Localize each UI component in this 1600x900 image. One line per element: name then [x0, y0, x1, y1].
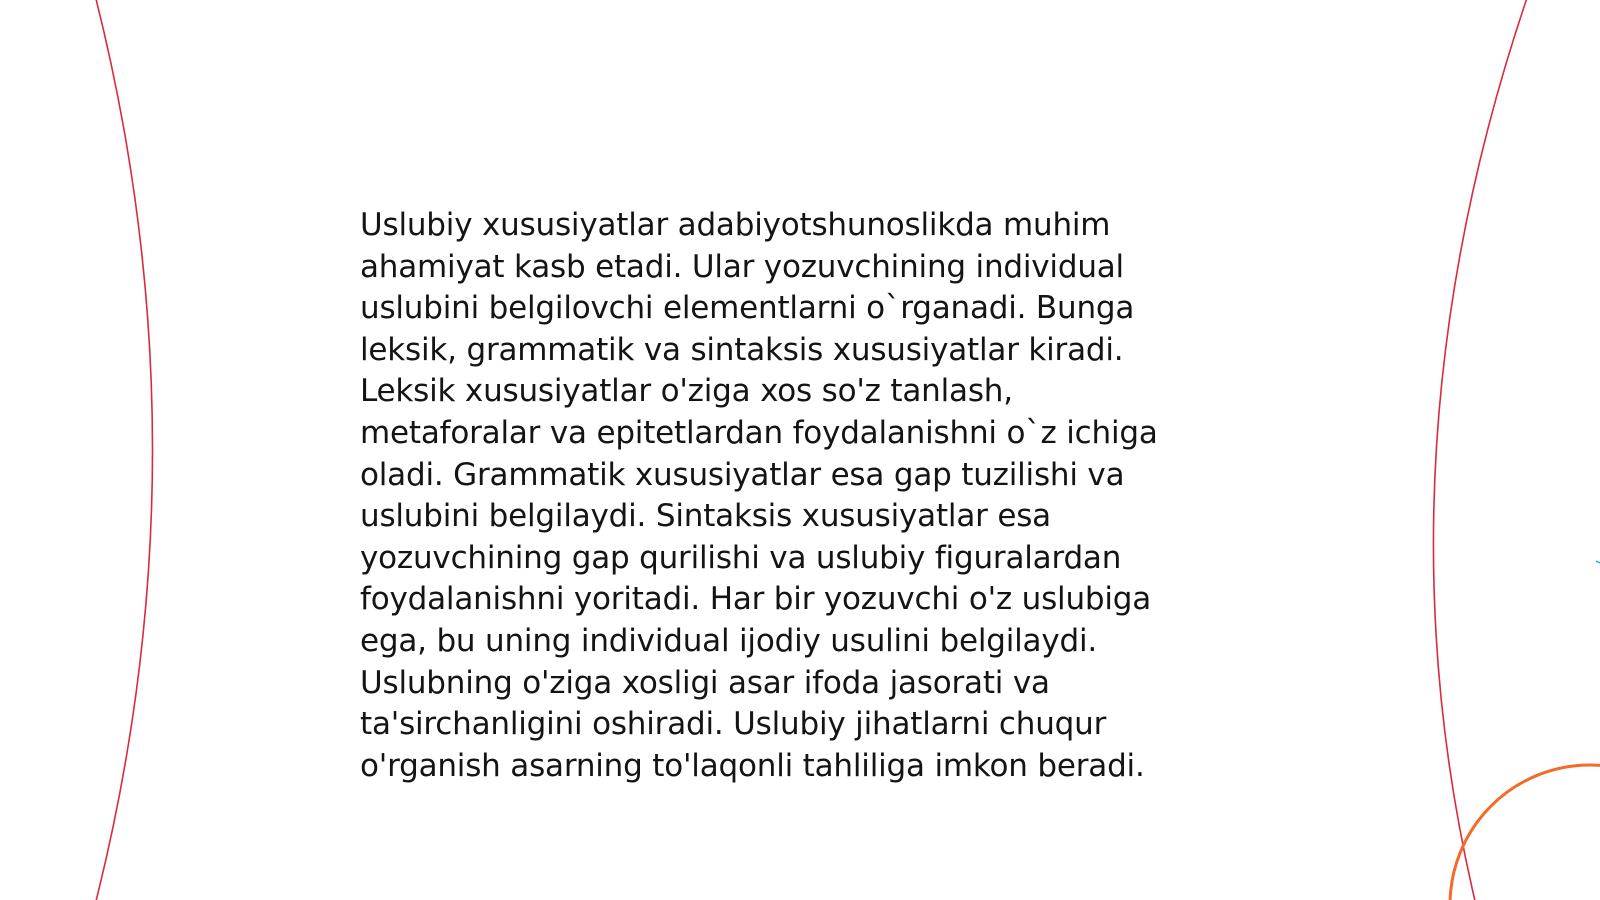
bottom-right-orange-circle [1450, 765, 1600, 900]
left-red-arc [95, 0, 153, 900]
body-paragraph: Uslubiy xususiyatlar adabiyotshunoslikda muhim ahamiyat kasb etadi. Ular yozuvchining individual uslubini belgilovchi elementlarni o`rganadi. Bunga leksik, grammatik va sintaksis xususiyatlar kiradi. Leksik xususiyatlar o'ziga xos so'z tanlash, metaforalar va epitetlardan foydalanishni o`z ichiga oladi. Grammatik xususiyatlar esa gap tuzilishi va uslubini belgilaydi. Sintaksis xususiyatlar esa yozuvchining gap qurilishi va uslubiy figuralardan foydalanishni yoritadi. Har bir yozuvchi o'z uslubiga ega, bu uning individual ijodiy usulini belgilaydi. Uslubning o'ziga xosligi asar ifoda jasorati va ta'sirchanligini oshiradi. Uslubiy jihatlarni chuqur o'rganish asarning to'laqonli tahliliga imkon beradi. [360, 207, 1158, 784]
right-red-arc [1433, 0, 1528, 900]
right-teal-tick [1596, 561, 1600, 563]
